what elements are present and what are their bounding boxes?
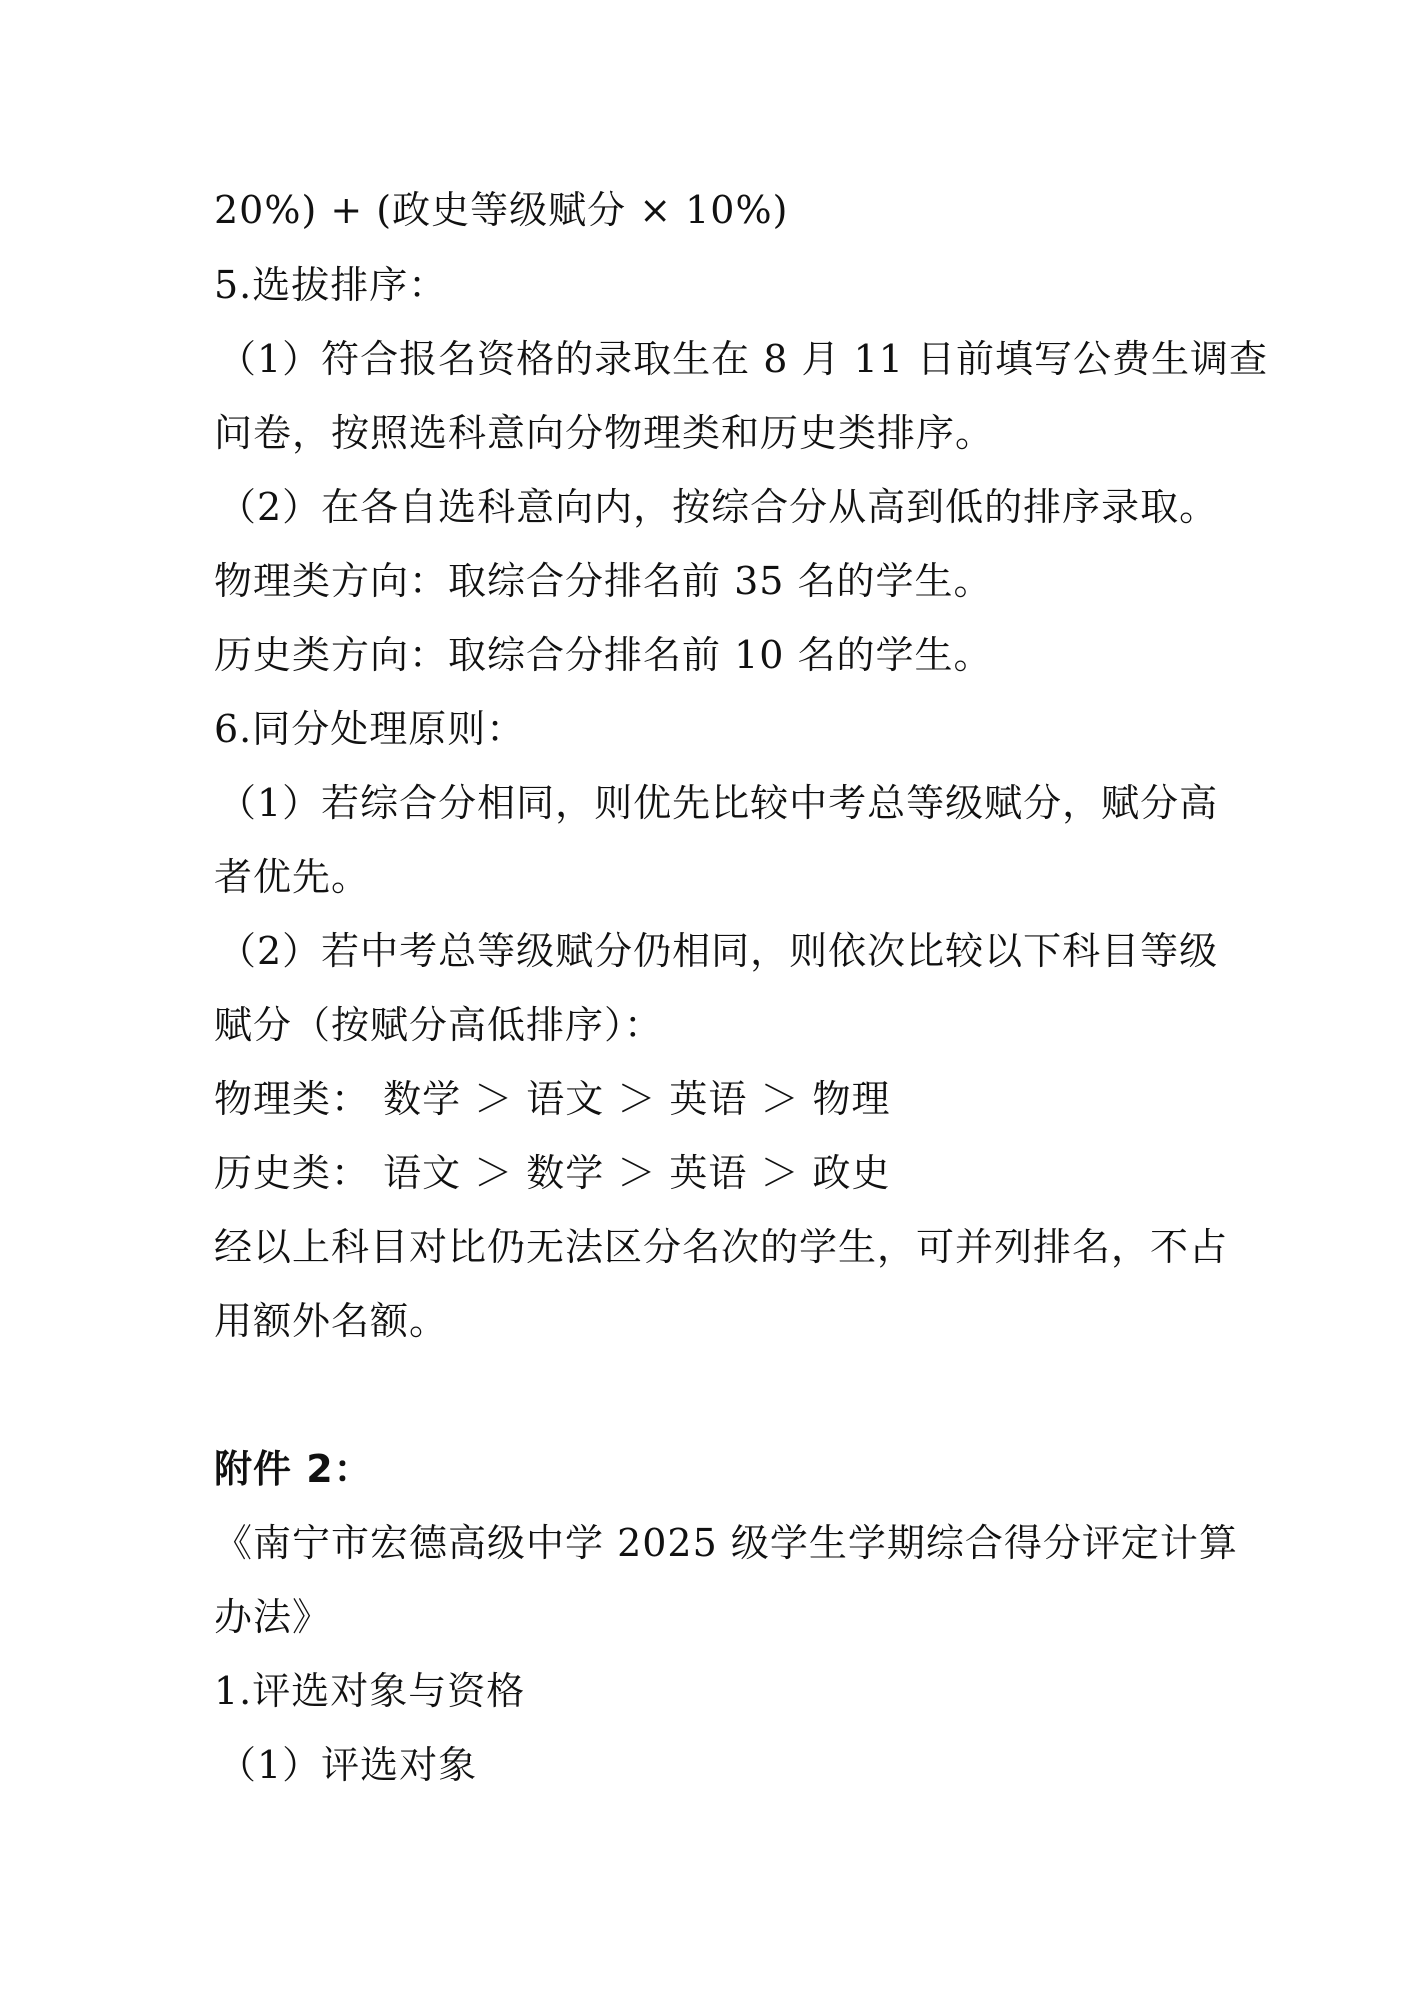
section-heading: 1.评选对象与资格 <box>214 1669 526 1713</box>
text-line: 经以上科目对比仍无法区分名次的学生，可并列排名，不占 <box>214 1225 1229 1269</box>
text-line: （1）符合报名资格的录取生在 8 月 11 日前填写公费生调查 <box>218 337 1269 381</box>
text-line: 20%) + (政史等级赋分 × 10%) <box>214 188 789 232</box>
text-line: 问卷，按照选科意向分物理类和历史类排序。 <box>214 411 995 455</box>
text-line: 物理类： 数学 ＞ 语文 ＞ 英语 ＞ 物理 <box>214 1077 891 1121</box>
text-line: 赋分（按赋分高低排序）： <box>214 1003 664 1047</box>
text-line: 者优先。 <box>214 855 371 899</box>
text-line: （1）评选对象 <box>218 1743 478 1787</box>
text-line: （1）若综合分相同，则优先比较中考总等级赋分，赋分高 <box>218 781 1219 825</box>
text-line: 历史类： 语文 ＞ 数学 ＞ 英语 ＞ 政史 <box>214 1151 891 1195</box>
attachment-title: 办法》 <box>214 1595 332 1639</box>
text-line: 历史类方向：取综合分排名前 10 名的学生。 <box>214 633 993 677</box>
text-line: 用额外名额。 <box>214 1299 449 1343</box>
text-line: 物理类方向：取综合分排名前 35 名的学生。 <box>214 559 993 603</box>
attachment-heading: 附件 2： <box>214 1447 373 1491</box>
text-line: （2）若中考总等级赋分仍相同，则依次比较以下科目等级 <box>218 929 1219 973</box>
attachment-title: 《南宁市宏德高级中学 2025 级学生学期综合得分评定计算 <box>214 1521 1238 1565</box>
section-heading: 5.选拔排序： <box>214 263 448 307</box>
section-heading: 6.同分处理原则： <box>214 707 526 751</box>
text-line: （2）在各自选科意向内，按综合分从高到低的排序录取。 <box>218 485 1219 529</box>
